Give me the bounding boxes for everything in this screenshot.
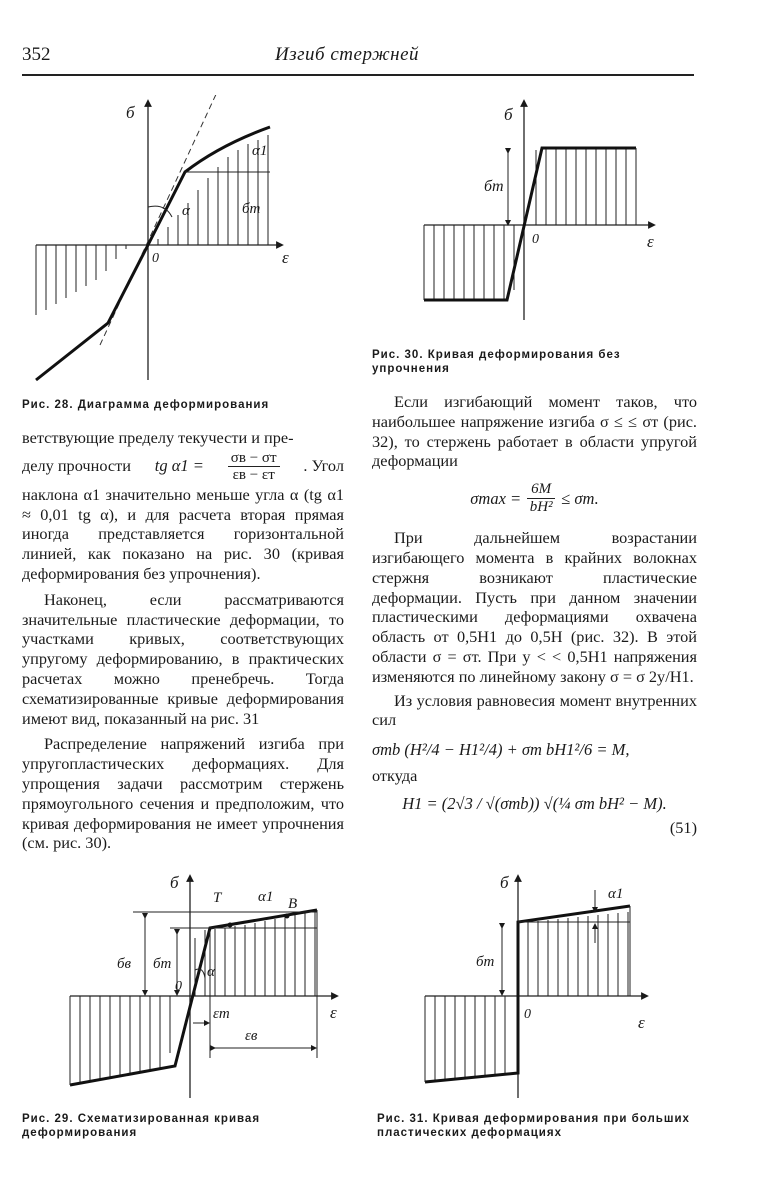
header-rule xyxy=(22,74,694,76)
right-p4: откуда xyxy=(372,765,418,785)
equation-number: (51) xyxy=(669,817,697,837)
fig30-eps-label: ε xyxy=(647,232,654,251)
fig28-origin-label: 0 xyxy=(152,251,159,266)
right-p3: Из условия равновесия момент внутренних сил xyxy=(372,690,697,730)
running-title: Изгиб стержней xyxy=(275,44,419,65)
fig29-origin-label: 0 xyxy=(175,979,182,994)
fig28-alpha1-label: α1 xyxy=(252,143,268,159)
left-p1-text-b: . Угол xyxy=(303,456,344,476)
left-column-text xyxy=(22,428,344,853)
figure-30-diagram xyxy=(412,95,682,330)
fig29-alpha-label: α xyxy=(207,964,215,980)
formula-sigma-max xyxy=(372,481,697,516)
fig28-hatch xyxy=(36,135,268,315)
fig31-hatch xyxy=(425,912,628,1082)
tg-alpha1-num: σв − σт xyxy=(228,450,280,467)
left-p3: Распределение напряжений изгиба при упругопластических деформациях. Для упрощения задачи рассмотрим стержень прямоугольного сечения и предположим, что кривая деформирования не имеет упрочнения (см. рис. 30). xyxy=(22,734,344,853)
sigma-max-num: 6M xyxy=(527,481,555,499)
figure-28-diagram xyxy=(30,95,300,390)
sigma-max-lhs: σmax = xyxy=(470,488,522,508)
fig28-sigma-t-label: бт xyxy=(242,201,261,217)
fig28-alpha-label: α xyxy=(182,203,190,219)
right-column-text xyxy=(372,392,697,837)
tg-alpha1-lhs: tg α1 = xyxy=(154,456,204,476)
figure-31-caption: Рис. 31. Кривая деформирования при больших пластических деформациях xyxy=(377,1113,690,1139)
fig31-eps-label: ε xyxy=(638,1013,645,1032)
page-number: 352 xyxy=(22,44,51,65)
left-p2: Наконец, если рассматриваются значительные пластические деформации, то участками кривых, соответствующих упругому деформированию, в практических расчетах можно пренебречь. Тогда схематизированные кривые деформирования имеют вид, показанный на рис. 31 xyxy=(22,589,344,728)
left-p1-rest: наклона α1 значительно меньше угла α (tg α1 ≈ 0,01 tg α), и для расчета вторая прямая иногда представляется горизонтальной линией, как показано на рис. 30 (кривая деформирования без упрочнения). xyxy=(22,484,344,583)
figure-29-diagram xyxy=(45,868,350,1103)
fig29-eps-t-label: εт xyxy=(213,1006,230,1022)
fig31-sigma-label: б xyxy=(500,873,509,892)
left-p1-formula-line xyxy=(22,450,344,483)
figure-28-caption: Рис. 28. Диаграмма деформирования xyxy=(22,399,270,411)
right-p1: Если изгибающий момент таков, что наибольшее напряжение изгиба σ ≤ ≤ σт (рис. 32), то стержень работает в области упругой деформации xyxy=(372,392,697,471)
left-p1-text-a: делу прочности xyxy=(22,456,131,476)
figure-31-diagram xyxy=(400,868,665,1103)
fig29-sigma-t-label: бт xyxy=(153,956,172,972)
fig29-T-label: T xyxy=(213,890,222,906)
fig31-origin-label: 0 xyxy=(524,1007,531,1022)
sigma-max-rhs: ≤ σт. xyxy=(561,488,599,508)
tg-alpha1-fraction xyxy=(228,450,280,483)
fig29-alpha1-label: α1 xyxy=(258,889,274,905)
fig30-sigma-t-label: бт xyxy=(484,178,504,195)
fig30-origin-label: 0 xyxy=(532,232,539,247)
sigma-max-den: bH² xyxy=(529,499,553,516)
fig29-sigma-label: б xyxy=(170,873,179,892)
left-p1-line1: ветствующие пределу текучести и пре- xyxy=(22,428,294,447)
fig28-eps-label: ε xyxy=(282,248,289,267)
fig30-curve xyxy=(424,148,636,300)
fig29-eps-label: ε xyxy=(330,1003,337,1022)
sigma-max-fraction xyxy=(527,481,555,516)
fig31-alpha1-label: α1 xyxy=(608,886,624,902)
fig29-sigma-b-label: бв xyxy=(117,956,132,972)
fig28-sigma-label: б xyxy=(126,103,135,122)
formula-h1: H1 = (2√3 / √(σтb)) √(¼ σт bH² − M). xyxy=(402,793,667,813)
figure-30-caption: Рис. 30. Кривая деформирования без упрочнения xyxy=(372,349,621,375)
formula-equilibrium: σтb (H²/4 − H1²/4) + σт bH1²/6 = M, xyxy=(372,740,630,760)
fig29-curve xyxy=(70,910,317,1085)
tg-alpha1-den: εв − εт xyxy=(232,466,275,483)
fig31-sigma-t-label: бт xyxy=(476,954,495,970)
fig29-eps-b-label: εв xyxy=(245,1028,258,1044)
fig30-sigma-label: б xyxy=(504,105,513,124)
fig29-B-label: B xyxy=(288,896,298,912)
fig30-hatch xyxy=(424,148,636,300)
right-p2: При дальнейшем возрастании изгибающего момента в крайних волокнах стержня возникают пластические деформации. Пусть при данном значении пластическими деформациями охвачена область от 0,5H1 до 0,5H (рис. 32). В этой области σ = σт. При y < < 0,5H1 напряжения изменяются по линейному закону σ = σ 2y/H1. xyxy=(372,528,697,686)
figure-29-caption: Рис. 29. Схематизированная кривая деформирования xyxy=(22,1113,261,1139)
